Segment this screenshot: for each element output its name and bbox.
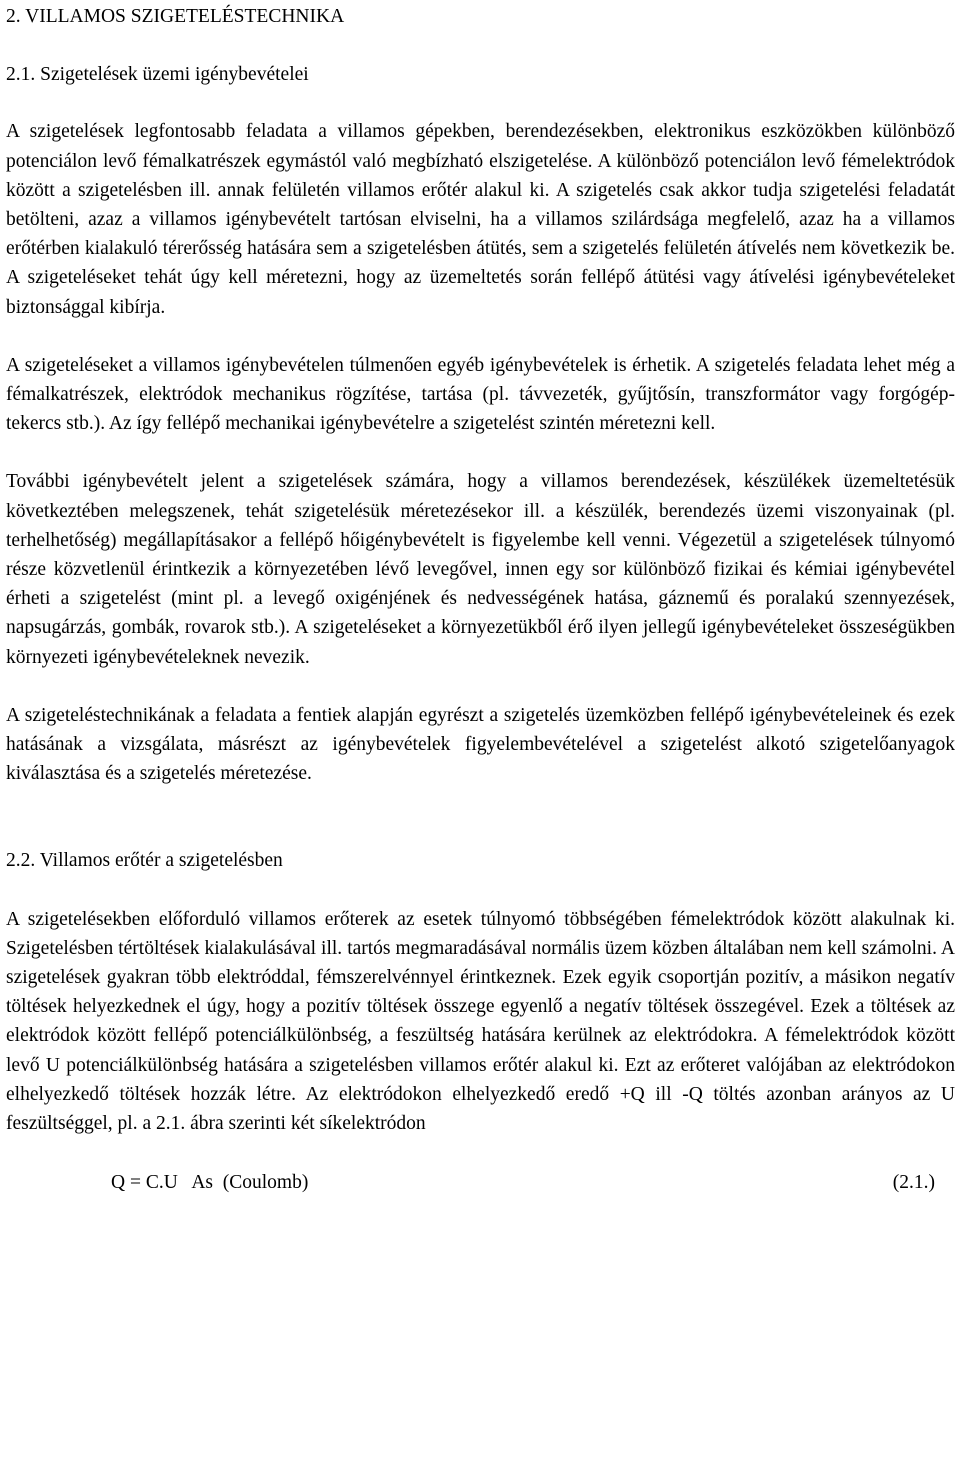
document-page — [6, 0, 955, 1198]
paragraph-other-stresses: A szigeteléseket a villamos igénybevételen túlmenően egyéb igénybevételek is érhetik. A szigetelés feladata lehet még a fémalkatrészek, elektródok mechanikus rögzítése, tartása (pl. távvezeték, gyűjtősín, transzformátor vagy forgógép-tekercs stb.). Az így fellépő mechanikai igénybevételre a szigetelést szintén méretezni kell. — [6, 354, 955, 435]
equation-expression: Q = C.U As (Coulomb) — [111, 1172, 309, 1194]
equation-2-1 — [6, 1168, 955, 1198]
section-title-2-2: 2.2. Villamos erőtér a szigetelésben — [6, 850, 283, 872]
chapter-title: 2. VILLAMOS SZIGETELÉSTECHNIKA — [6, 6, 345, 27]
paragraph-thermal-environmental: További igénybevételt jelent a szigetelések számára, hogy a villamos berendezések, készülékek üzemeltetésük következtében melegszenek, tehát szigetelésük méretezésekor ill. a készülék, berendezés üzemi viszonyainak (pl. terhelhetőség) megállapításakor a fellépő hőigénybevételt is figyelembe kell venni. Végezetül a szigetelések túlnyomó része közvetlenül érintkezik a környezetében lévő levegővel, innen egy sor különböző fizikai és kémiai igénybevétel érheti a szigetelést (mint pl. a levegő oxigénjének és nedvességének hatása, gáznemű és poralakú szennyezések, napsugárzás, gombák, rovarok stb.). A szigeteléseket a környezetükből érő ilyen jellegű igénybevételeket összeségükben környezeti igénybevételeknek nevezik. — [6, 471, 955, 668]
paragraph-insulation-engineering-task: A szigeteléstechnikának a feladata a fentiek alapján egyrészt a szigetelés üzemközben fellépő igénybevételeinek és ezek hatásának a vizsgálata, másrészt az igénybevételek figyelembevételével a szigetelést alkotó szigetelőanyagok kiválasztása és a szigetelés méretezése. — [6, 704, 955, 785]
equation-number: (2.1.) — [892, 1172, 935, 1194]
section-title-2-1: 2.1. Szigetelések üzemi igénybevételei — [6, 64, 309, 86]
paragraph-electric-field: A szigetelésekben előforduló villamos erőterek az esetek túlnyomó többségében fémelektródok között alakulnak ki. Szigetelésben tértöltések kialakulásával ill. tartós megmaradásával normális üzem közben általában nem kell számolni. A szigetelések gyakran több elektróddal, fémszerelvénnyel érintkeznek. Ezek egyik csoportján pozitív, a másikon negatív töltések helyezkednek el úgy, hogy a pozitív töltések összege egyenlő a negatív töltések összegével. Ezek a töltések az elektródok között fellépő potenciálkülönbség, a feszültség hatására kerülnek az elektródokra. A fémelektródok között levő U potenciálkülönbség hatására a szigetelésben villamos erőtér alakul ki. Ezt az erőteret valójában az elektródokon elhelyezkedő töltések hozzák létre. Az elektródokon elhelyezkedő eredő +Q ill -Q töltés azonban arányos az U feszültséggel, pl. a 2.1. ábra szerinti két síkelektródon — [6, 908, 955, 1135]
paragraph-insulation-purpose: A szigetelések legfontosabb feladata a villamos gépekben, berendezésekben, elektronikus eszközökben különböző potenciálon levő fémalkatrészek egymástól való megbízható elszigetelése. A különböző potenciálon levő fémelektródok között a szigetelésben ill. annak felületén villamos erőtér alakul ki. A szigetelés csak akkor tudja szigetelési feladatát betölteni, azaz a villamos igénybevételt tartósan elviselni, ha a villamos szilárdsága megfelelő, azaz ha a villamos erőtérben kialakuló térerősség hatására sem a szigetelésben átütés, sem a szigetelés felületén átívelés nem következik be. A szigeteléseket tehát úgy kell méretezni, hogy az üzemeltetés során fellépő átütési vagy átívelési igénybevételeket biztonsággal kibírja. — [6, 121, 955, 318]
